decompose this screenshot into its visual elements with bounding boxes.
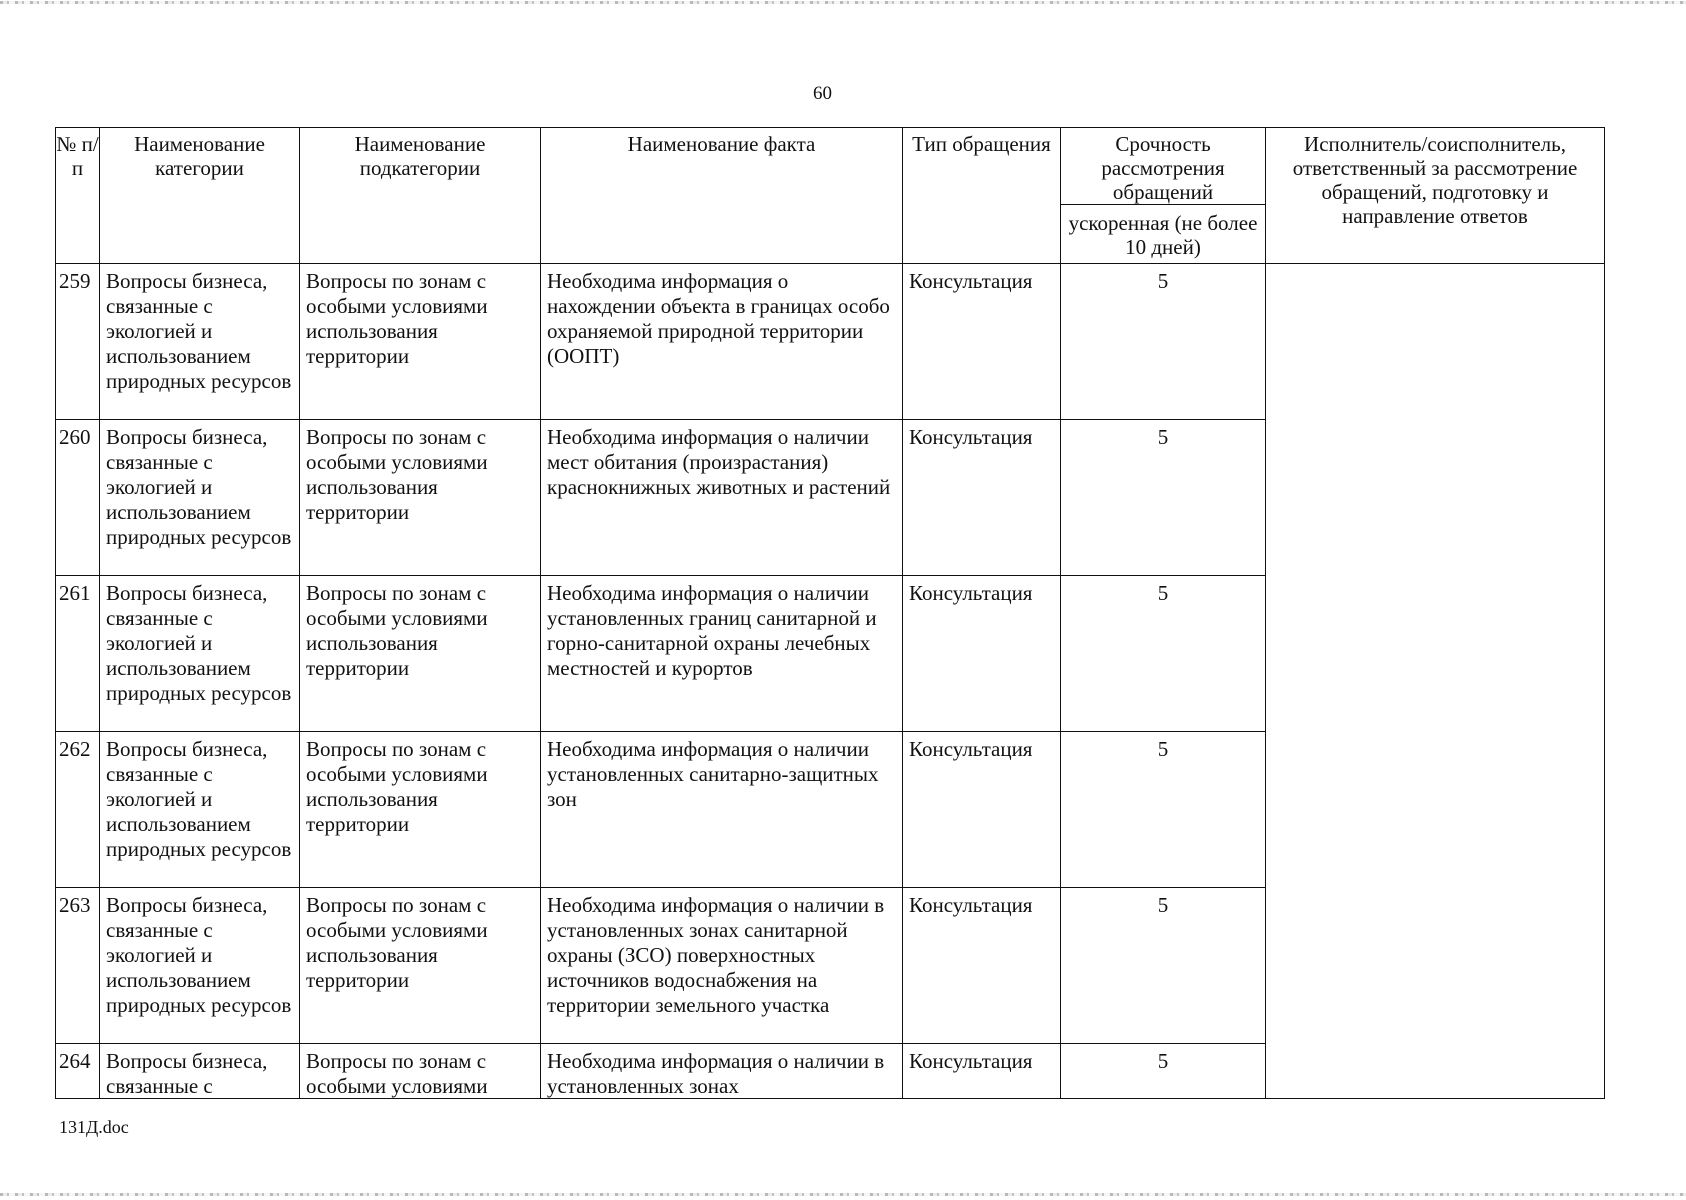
executor-cell xyxy=(1266,264,1605,1099)
row-urgency: 5 xyxy=(1061,732,1266,888)
document-filename: 131Д.doc xyxy=(59,1117,129,1137)
row-category: Вопросы бизнеса, связанные с экологией и использованием природных ресурсов xyxy=(100,888,300,1044)
row-type: Консультация xyxy=(903,732,1061,888)
header-executor: Исполнитель/соисполнитель, ответственный за рассмотрение обращений, подготовку и направление ответов xyxy=(1266,128,1605,264)
row-category: Вопросы бизнеса, связанные с экологией и использованием природных ресурсов xyxy=(100,732,300,888)
row-fact: Необходима информация о наличии в установленных зонах санитарной охраны (ЗСО) поверхностных источников водоснабжения на территории земельного участка xyxy=(541,888,903,1044)
page-number: 60 xyxy=(813,83,832,104)
row-urgency: 5 xyxy=(1061,888,1266,1044)
header-urgency-accelerated: ускоренная (не более 10 дней) xyxy=(1061,205,1266,264)
row-num: 262 xyxy=(56,732,100,888)
row-fact: Необходима информация о наличии установленных границ санитарной и горно-санитарной охраны лечебных местностей и курортов xyxy=(541,576,903,732)
row-type: Консультация xyxy=(903,420,1061,576)
table-row xyxy=(56,264,1605,420)
row-type: Консультация xyxy=(903,888,1061,1044)
row-category: Вопросы бизнеса, связанные с xyxy=(100,1044,300,1099)
row-fact: Необходима информация о наличии установленных санитарно-защитных зон xyxy=(541,732,903,888)
header-num: № п/п xyxy=(56,128,100,264)
row-num: 259 xyxy=(56,264,100,420)
row-type: Консультация xyxy=(903,264,1061,420)
row-fact: Необходима информация о нахождении объекта в границах особо охраняемой природной территории (ООПТ) xyxy=(541,264,903,420)
row-num: 264 xyxy=(56,1044,100,1099)
row-fact: Необходима информация о наличии мест обитания (произрастания) краснокнижных животных и растений xyxy=(541,420,903,576)
row-num: 263 xyxy=(56,888,100,1044)
row-subcategory: Вопросы по зонам с особыми условиями использования территории xyxy=(300,732,541,888)
row-urgency: 5 xyxy=(1061,264,1266,420)
row-subcategory: Вопросы по зонам с особыми условиями использования территории xyxy=(300,264,541,420)
row-subcategory: Вопросы по зонам с особыми условиями использования территории xyxy=(300,576,541,732)
scan-edge-top xyxy=(0,1,1686,4)
row-category: Вопросы бизнеса, связанные с экологией и использованием природных ресурсов xyxy=(100,576,300,732)
row-category: Вопросы бизнеса, связанные с экологией и использованием природных ресурсов xyxy=(100,420,300,576)
row-subcategory: Вопросы по зонам с особыми условиями xyxy=(300,1044,541,1099)
scan-edge-bottom xyxy=(0,1193,1686,1196)
row-fact: Необходима информация о наличии в установленных зонах xyxy=(541,1044,903,1099)
facts-table xyxy=(55,127,1605,1099)
header-subcategory: Наименование подкатегории xyxy=(300,128,541,264)
row-urgency: 5 xyxy=(1061,1044,1266,1099)
header-category: Наименование категории xyxy=(100,128,300,264)
row-type: Консультация xyxy=(903,1044,1061,1099)
header-fact: Наименование факта xyxy=(541,128,903,264)
row-urgency: 5 xyxy=(1061,420,1266,576)
header-urgency: Срочность рассмотрения обращений xyxy=(1061,128,1266,205)
row-subcategory: Вопросы по зонам с особыми условиями использования территории xyxy=(300,420,541,576)
row-urgency: 5 xyxy=(1061,576,1266,732)
row-num: 260 xyxy=(56,420,100,576)
row-num: 261 xyxy=(56,576,100,732)
row-subcategory: Вопросы по зонам с особыми условиями использования территории xyxy=(300,888,541,1044)
row-type: Консультация xyxy=(903,576,1061,732)
row-category: Вопросы бизнеса, связанные с экологией и использованием природных ресурсов xyxy=(100,264,300,420)
header-type: Тип обращения xyxy=(903,128,1061,264)
